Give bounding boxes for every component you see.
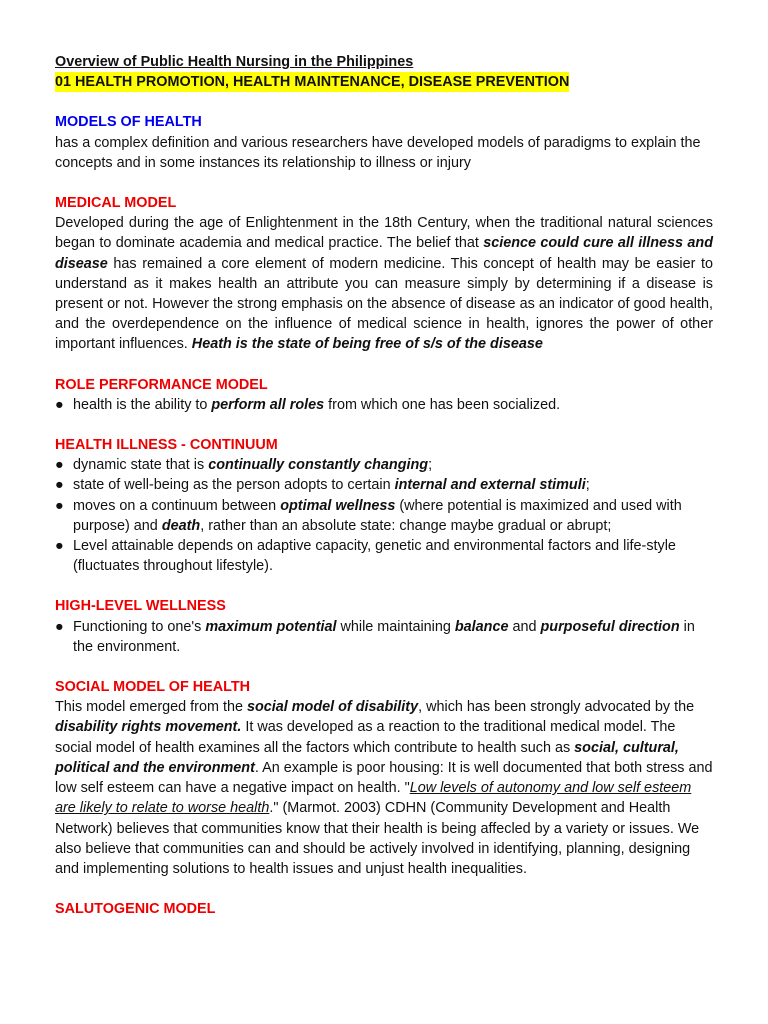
bullet-icon: ● [55, 497, 64, 514]
bullet-icon: ● [55, 457, 64, 474]
role-heading: ROLE PERFORMANCE MODEL [55, 376, 268, 393]
list-item: ● state of well-being as the person adopts to certain internal and external stimuli; [55, 475, 713, 495]
list-item: ● health is the ability to perform all roles from which one has been socialized. [55, 395, 713, 415]
list-item: ● dynamic state that is continually constantly changing; [55, 455, 713, 475]
document-title: Overview of Public Health Nursing in the Philippines [55, 54, 414, 70]
medical-heading: MEDICAL MODEL [55, 195, 177, 212]
models-text: has a complex definition and various researchers have developed models of paradigms to explain the concepts and in some instances its relationship to illness or injury [55, 134, 701, 171]
list-item: ● Functioning to one's maximum potential while maintaining balance and purposeful direction in the environment. [55, 618, 695, 655]
list-item: ● moves on a continuum between optimal wellness (where potential is maximized and used with purpose) and death, rather than an absolute state: change maybe gradual or abrupt; [55, 497, 682, 534]
social-text: This model emerged from the social model of disability, which has been strongly advocated by the disability rights movement. It was developed as a reaction to the traditional medical model. The social model of health examines all the factors which contribute to health such as social, cultural, political and the environment. An example is poor housing: It is well documented that both stress and low self esteem can have a negative impact on health. "Low levels of autonomy and low self esteem are likely to relate to worse health." (Marmot. 2003) CDHN (Community Development and Health Network) believes that communities know that their health is being affecled by a variety or issues. We also believe that communities can and should be actively involved in identifying, planning, designing and implementing solutions to health issues and unjust health inequalities. [55, 699, 713, 877]
document-content [55, 52, 713, 919]
social-heading: SOCIAL MODEL OF HEALTH [55, 679, 251, 696]
bullet-icon: ● [55, 618, 64, 635]
medical-emphasis-2: Heath is the state of being free of s/s of the disease [191, 336, 543, 353]
models-heading: MODELS OF HEALTH [55, 114, 202, 131]
bullet-icon: ● [55, 538, 64, 555]
quote-link[interactable]: Low levels of autonomy and low self esteem are likely to relate to worse health [55, 780, 692, 817]
list-item: ● Level attainable depends on adaptive capacity, genetic and environmental factors and life-style (fluctuates throughout lifestyle). [55, 538, 676, 575]
document-subtitle: 01 HEALTH PROMOTION, HEALTH MAINTENANCE, DISEASE PREVENTION [55, 72, 569, 92]
role-list [55, 395, 713, 415]
wellness-list [55, 617, 713, 657]
continuum-heading: HEALTH ILLNESS - CONTINUUM [55, 437, 278, 454]
medical-emphasis-1: science could cure all illness and disease [55, 235, 713, 272]
bullet-icon: ● [55, 396, 64, 413]
bullet-icon: ● [55, 477, 64, 494]
salutogenic-heading: SALUTOGENIC MODEL [55, 901, 216, 918]
continuum-list [55, 455, 713, 576]
medical-text: Developed during the age of Enlightenment in the 18th Century, when the traditional natural sciences began to dominate academia and medical practice. The belief that science could cure all illness and disease has remained a core element of modern medicine. This concept of health may be easier to understand as it makes health an attribute you can measure simply by determining if a disease is present or not. However the strong emphasis on the absence of disease as an indicator of good health, and the overdependence on the influence of medical science in health, ignores the power of other important influences. Heath is the state of being free of s/s of the disease [55, 215, 713, 353]
wellness-heading: HIGH-LEVEL WELLNESS [55, 598, 226, 615]
